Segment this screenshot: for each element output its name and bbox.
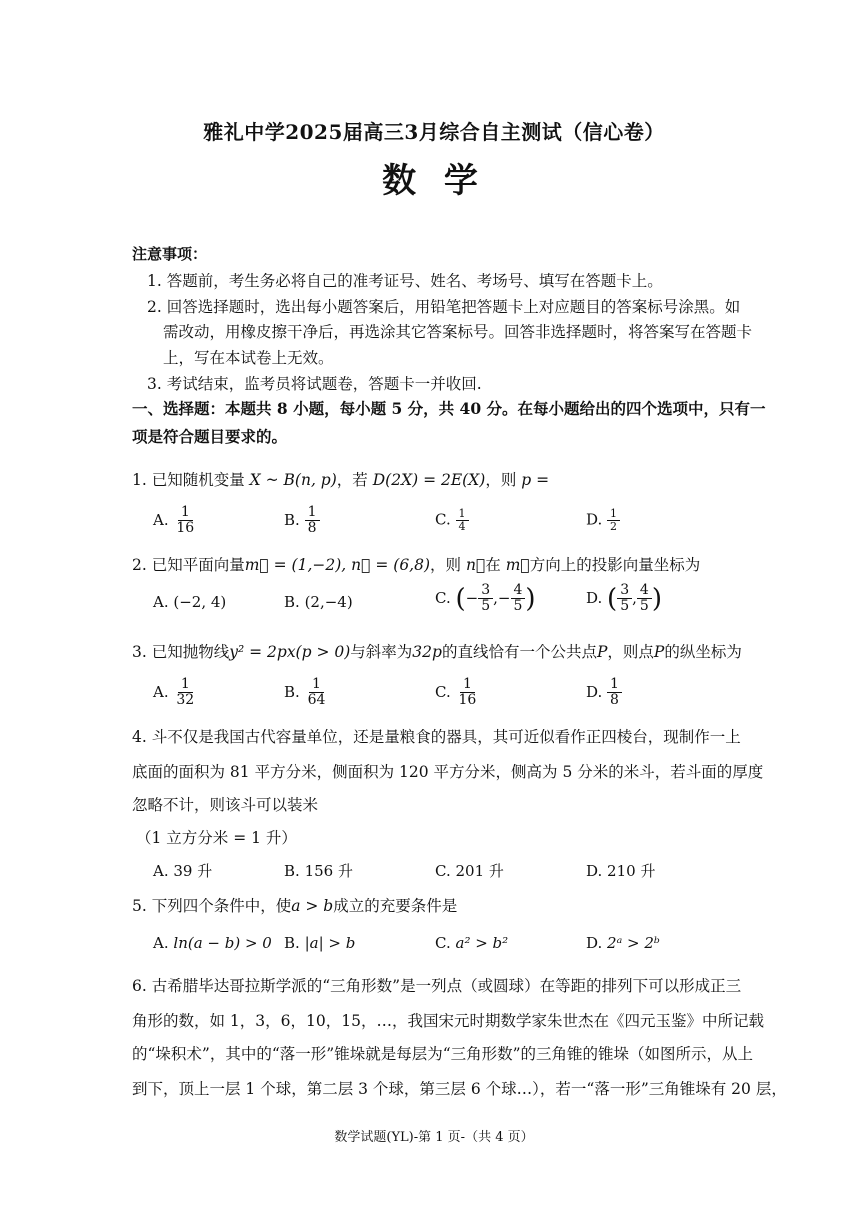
- question-2-option-d[interactable]: D. ( $\frac{3}{5}$ , $\frac{4}{5}$ ): [586, 582, 662, 615]
- question-2-option-c[interactable]: C. (− $\frac{3}{5}$ ,− $\frac{4}{5}$ ): [435, 582, 536, 615]
- question-3-option-c[interactable]: C. $\frac{1}{16}$: [435, 676, 477, 709]
- question-4-option-a[interactable]: A. 39 升: [153, 862, 213, 880]
- question-1-stem: 1. 已知随机变量 X ~ B(n, p)，若 D(2X) = 2E(X)，则 p =: [132, 471, 550, 489]
- question-6-line2: 角形的数，如 1，3，6，10，15，…，我国宋元时期数学家朱世杰在《四元玉鉴》中所记载: [132, 1012, 764, 1030]
- question-4-line2: 底面的面积为 81 平方分米，侧面积为 120 平方分米，侧高为 5 分米的米斗，若斗面的厚度: [132, 763, 764, 781]
- question-2-option-a[interactable]: A. (−2, 4): [153, 593, 227, 611]
- question-6-line3: 的“垛积术”，其中的“落一形”锥垛就是每层为“三角形数”的三角锥的锥垛（如图所示，从上: [132, 1045, 754, 1063]
- question-2-option-b[interactable]: B. (2,−4): [284, 593, 353, 611]
- question-1-option-b[interactable]: B. $\frac{1}{8}$: [284, 505, 320, 537]
- subject-title: 数 学: [382, 161, 486, 201]
- question-4-line1: 4. 斗不仅是我国古代容量单位，还是量粮食的器具，其可近似看作正四棱台，现制作一上: [132, 728, 741, 746]
- question-5-option-a[interactable]: A. ln(a − b) > 0: [153, 934, 272, 952]
- notice-item-2: 2. 回答选择题时，选出每小题答案后，用铅笔把答题卡上对应题目的答案标号涂黑。如: [147, 298, 741, 316]
- notice-item-2-cont: 需改动，用橡皮擦干净后，再选涂其它答案标号。回答非选择题时，将答案写在答题卡: [163, 323, 753, 341]
- question-1-option-c[interactable]: C. $\frac{1}{4}$: [435, 508, 469, 533]
- question-3-option-a[interactable]: A. $\frac{1}{32}$: [153, 676, 195, 709]
- question-4-option-c[interactable]: C. 201 升: [435, 862, 504, 880]
- question-1-option-a[interactable]: A. $\frac{1}{16}$: [153, 504, 195, 537]
- question-4-option-d[interactable]: D. 210 升: [586, 862, 656, 880]
- question-2-stem: 2. 已知平面向量m⃗ = (1,−2), n⃗ = (6,8)，则 n⃗在 m⃗方向上的投影向量坐标为: [132, 556, 701, 574]
- page-footer: 数学试题(YL)-第 1 页-（共 4 页）: [334, 1130, 534, 1145]
- question-5-option-d[interactable]: D. 2ᵃ > 2ᵇ: [586, 934, 660, 952]
- question-6-line1: 6. 古希腊毕达哥拉斯学派的“三角形数”是一列点（或圆球）在等距的排列下可以形成正三: [132, 977, 742, 995]
- section-heading-line1: 一、选择题：本题共 8 小题，每小题 5 分，共 40 分。在每小题给出的四个选项中，只有一: [132, 399, 766, 418]
- section-heading-line2: 项是符合题目要求的。: [132, 427, 288, 446]
- question-5-stem: 5. 下列四个条件中，使a > b成立的充要条件是: [132, 897, 458, 915]
- question-6-line4: 到下，顶上一层 1 个球，第二层 3 个球，第三层 6 个球…），若一“落一形”三角锥垛有 20 层，: [132, 1080, 787, 1098]
- question-3-option-b[interactable]: B. $\frac{1}{64}$: [284, 676, 326, 709]
- question-5-option-c[interactable]: C. a² > b²: [435, 934, 509, 952]
- notice-item-3: 3. 考试结束，监考员将试题卷，答题卡一并收回.: [147, 375, 482, 393]
- question-4-option-b[interactable]: B. 156 升: [284, 862, 353, 880]
- question-3-option-d[interactable]: D. $\frac{1}{8}$: [586, 677, 622, 709]
- question-4-line4: （1 立方分米 = 1 升）: [136, 829, 297, 847]
- question-4-line3: 忽略不计，则该斗可以装米: [132, 796, 319, 814]
- notice-item-1: 1. 答题前，考生务必将自己的准考证号、姓名、考场号、填写在答题卡上。: [147, 272, 663, 290]
- question-1-option-d[interactable]: D. $\frac{1}{2}$: [586, 508, 620, 533]
- notice-heading: 注意事项：: [132, 245, 208, 263]
- question-5-option-b[interactable]: B. |a| > b: [284, 934, 356, 952]
- notice-item-2-cont2: 上，写在本试卷上无效。: [163, 349, 334, 367]
- exam-title: 雅礼中学2025届高三3月综合自主测试（信心卷）: [203, 120, 665, 144]
- question-3-stem: 3. 已知抛物线y² = 2px(p > 0)与斜率为32p的直线恰有一个公共点P，则点P的纵坐标为: [132, 643, 742, 661]
